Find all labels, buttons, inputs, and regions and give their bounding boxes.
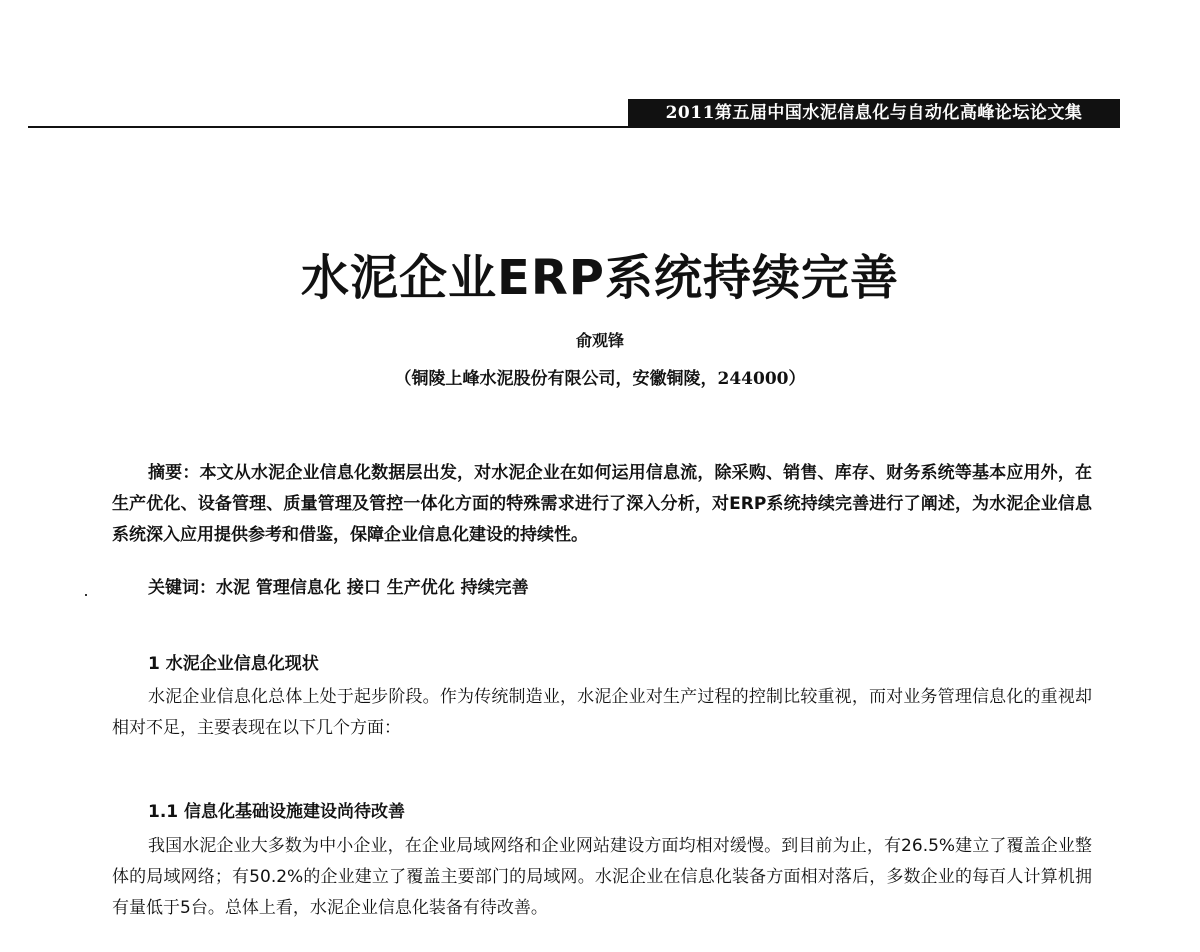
subsection-body: 我国水泥企业大多数为中小企业，在企业局域网络和企业网站建设方面均相对缓慢。到目前为止，有26.5%建立了覆盖企业整体的局域网络；有50.2%的企业建立了覆盖主要部门的局域网。水泥企业在信息化装备方面相对落后，多数企业的每百人计算机拥有量低于5台。总体上看，水泥企业信息化装备有待改善。: [112, 836, 1092, 918]
header-banner-text: 2011第五届中国水泥信息化与自动化高峰论坛论文集: [665, 103, 1083, 123]
section-heading: 1 水泥企业信息化现状: [148, 654, 319, 674]
keywords-paragraph: [112, 573, 1092, 604]
section-body: 水泥企业信息化总体上处于起步阶段。作为传统制造业，水泥企业对生产过程的控制比较重视，而对业务管理信息化的重视却相对不足，主要表现在以下几个方面：: [112, 687, 1092, 738]
paper-author: 俞观锋: [575, 331, 624, 350]
paper-title: 水泥企业ERP系统持续完善: [301, 250, 899, 306]
keywords-text: 水泥 管理信息化 接口 生产优化 持续完善: [216, 578, 529, 598]
subsection-heading: 1.1 信息化基础设施建设尚待改善: [148, 802, 406, 822]
keywords-label: 关键词：: [148, 578, 216, 598]
abstract-paragraph: 摘要：本文从水泥企业信息化数据层出发，对水泥企业在如何运用信息流，除采购、销售、库存、财务系统等基本应用外，在生产优化、设备管理、质量管理及管控一体化方面的特殊需求进行了深入分析，对ERP系统持续完善进行了阐述，为水泥企业信息系统深入应用提供参考和借鉴，保障企业信息化建设的持续性。: [112, 463, 1092, 545]
scan-speck: [85, 594, 87, 596]
paper-affiliation: （铜陵上峰水泥股份有限公司，安徽铜陵，244000）: [394, 369, 806, 389]
header-banner: [628, 99, 1120, 128]
